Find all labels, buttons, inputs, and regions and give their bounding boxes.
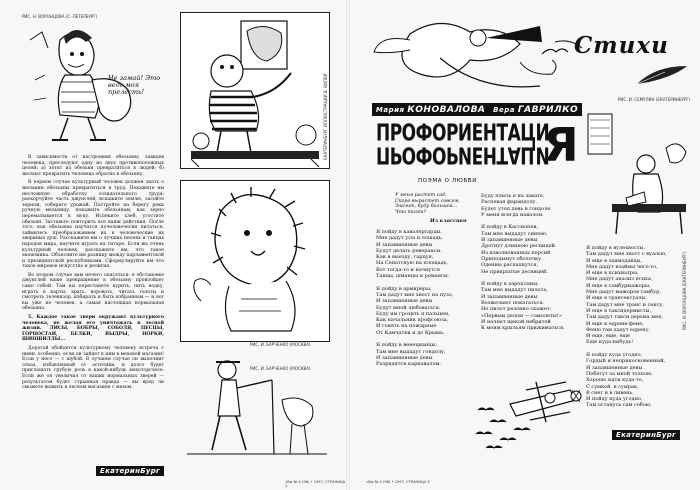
article-paragraph: Во втором случае вам нечего опасаться: в обстановке джунглей ваше превращение в обезьяну произойдет само собой. Там вы перестанете курить, пить водку, играть в карты, врать, воровать, читать газеты и смотреть телевизор, избирать и быть избранным — и вот вы уже не человек, а самая настоящая нормальная обезьяна. xyxy=(22,272,164,312)
article-paragraph: В первом случае культурный человек должен знать о желании обезьяны превратиться в труд. Покажите им несложную обработку созидательного труда: раскорчуйте часть джунглей, вспашите землю, засейте зерном, соберите урожай. Постройте на берегу реки ручную мельницу, покажите обезьянам, как зерно перемалывается в муку. Испеките хлеб, угостите обезьян. Заставьте повторить все ваши действия. После того, как обезьяны научатся почеловечески питаться, займитесь преобразованием их в человеческие их звериных душ. Расскажите им о лучших песнях и танцах народов мира, научите играть на гитаре. Если вы очень культурный человек, расскажите им, что такое экономика. Объясните им разницу между парламентской и президентской республиками. Сформулируйте им что такое мировое искусство и религия. xyxy=(22,180,164,270)
lion-illustration xyxy=(180,180,330,342)
airplane-drawing xyxy=(470,360,588,455)
article-paragraph: В зависимости от настроения обезьяны, завидев человека, преследуют одну из двух противоположных целей: а) хотят из обезьян превратиться в людей; б) желают превратить человека обратно в обезьяну. xyxy=(22,155,164,177)
article-column xyxy=(22,155,164,394)
poem-column-3: Я пойду в вулехвосты, Там дадут мне хвост с вуалью, И еще в заимодавцы, Мне дадут взаймы чего-то, И еще в психиатры, Мне дадут анализ психа, И еще в тамбурмажоры, Мне дадут мажоров тамбур, И еще в трансексуалы, Там дадут мне транс и сексу, И еще в таксидермисты, Там дадут такси дерьма мне, И еще к едрене-фене, Феню там дадут едрену, И еще, еще, еще Еще куда-нибудь! Я пойду куда угодно, Гордый и неприкосновенный, И запавшенные девы Побегут за мной толпою. Хорошо идти куда-то, С сумкой, в сумрак, В снег и в ливень, И пойду куда угодно, Там останусь сам собою. xyxy=(586,245,667,409)
bottom-illustration-credit: РИС. И. БАРЧЕНКО (МОСКВА) xyxy=(250,366,311,371)
article-paragraph: 5. Каждое такое звери окружают культурного человека, не желая его уничтожать в лесной жизни. ЛИСЫ, БОБРЫ, СОБОЛЯ, ПЕСЦЫ, ГОРНОСТАИ, БЕЛКИ, ВЫДРЫ, НОРКИ, ШИНШИЛЛЫ... xyxy=(22,315,164,343)
mid-illustration-credit: ЕКАТЕРИНБУРГ ИЛЛЮСТРАЦИИ В. ВИЛЕЙ xyxy=(323,73,328,160)
lion-drawing xyxy=(181,181,329,341)
poem-title-last-letter: Я xyxy=(543,118,579,172)
poem-column-2: Буду плыть я на закате, Распевая фарандолу. Будет утоп девь в гондоле У меня всегда навалом. Я пойду в Кассиопеи, Там мне выдадут синюю, И запавшенные девы Дрогнут длинною ресницей. Из взволнованных персий Приподымут оболочку Оденны распахнутся, Не прикрытые десницей. Я пойду в аэропланы, Там мне выдадут пилота, И запавшенные девы Возжелают покататься. Но пилот резонно скажет: «Первым делом — самолеты!» И начнет щекой небритой К моим крыльям прижиматься. xyxy=(481,193,565,332)
author-banner xyxy=(372,103,582,116)
quill-icon xyxy=(635,62,690,88)
poem-title: ПРОФОРИЕНТАЦИ xyxy=(376,120,550,147)
reading-man-drawing xyxy=(582,108,694,238)
poem-title-reflection: ПРОФОРИЕНТАЦИ xyxy=(376,140,550,168)
epigraph-source: Из классики xyxy=(430,218,467,224)
right-page-footer: «Вы № 4 (96) • 1997, СТРАНИЦА 3 xyxy=(366,480,430,484)
striped-figure-illustration xyxy=(180,12,330,169)
bird-drawing xyxy=(540,44,570,60)
striped-figure-drawing xyxy=(181,13,329,168)
article-paragraph: Дорогой обойдется культурному человеку встреча с ними, особенно, если он зайдет к ним в меховой магазин! Если у него — с шубой. В лучшем случае он выполнит отказ, избавленный от эстетики, и долго будет приглашать грубую роль в какой-нибудь мехоторговле. Если же он увеличил от ваших нормальных зверей — результатом будет страшная правда — вы вряд ли сможете выжить в лесном магазине с мехом. xyxy=(22,346,164,391)
lion-illustration-credit: РИС. И. БАРЧЕНКО (МОСКВА) xyxy=(250,342,311,347)
poem-epigraph: У меня растет сад, Скоро вырастет совсем, Значит, буду большой... Что тогда? xyxy=(395,193,461,215)
top-illustration-credit: РИС. Н. ВОРОНЦОВА (С.-ПЕТЕРБУРГ) xyxy=(22,14,98,19)
section-title: Стихи xyxy=(574,32,669,59)
author-2: Вера ГАВРИЛКО xyxy=(493,104,579,115)
vertical-credit: РИС. И. ВОРОНЦОВА (ЕКАТЕРИНБУРГ) xyxy=(682,251,687,330)
right-page xyxy=(350,0,700,490)
airplane-illustration xyxy=(470,360,588,455)
speech-bubble-text: Не замай! Это ведь моя прелесть! xyxy=(108,74,161,96)
left-page-footer: «Вы № 4 (96) • 1997, СТРАНИЦА 2 xyxy=(285,480,346,488)
publisher-logo: ЕкатеринБург xyxy=(612,430,680,440)
poem-column-1: Я пойду в кавалергарды, Мне дадут усы и лошадь, И запавшенные девы Будут делать реверансы. Как в выезду, гарцуя, На Сенатскую на площадь, Вот тогда-то и начнутся Танцы, шманцы и романсы. Я пойду в армирёры, Там дадут мне хвост на пузо, И запавшенные девы Будут мной любоваться. Буду им грозить я пальцем, Как начальник профсоюза, И гонять на пожарные От Камчатки и до Крыма. Я пойду в венецианцы, Там мне выдадут гондолу, И запавшенные девы Разрядятся карнавалом. xyxy=(376,229,454,368)
poem-subtitle: ПОЭМА О ЛЮБВИ xyxy=(418,178,478,184)
author-1: Мария КОНОВАЛОВА xyxy=(375,104,486,115)
publisher-logo: ЕкатеринБург xyxy=(96,466,164,476)
top-illustration-credit: РИС. И. СЕМУЛИН (ЕКАТЕРИНБУРГ) xyxy=(618,97,691,102)
left-page xyxy=(0,0,347,490)
reading-man-illustration xyxy=(582,108,694,238)
